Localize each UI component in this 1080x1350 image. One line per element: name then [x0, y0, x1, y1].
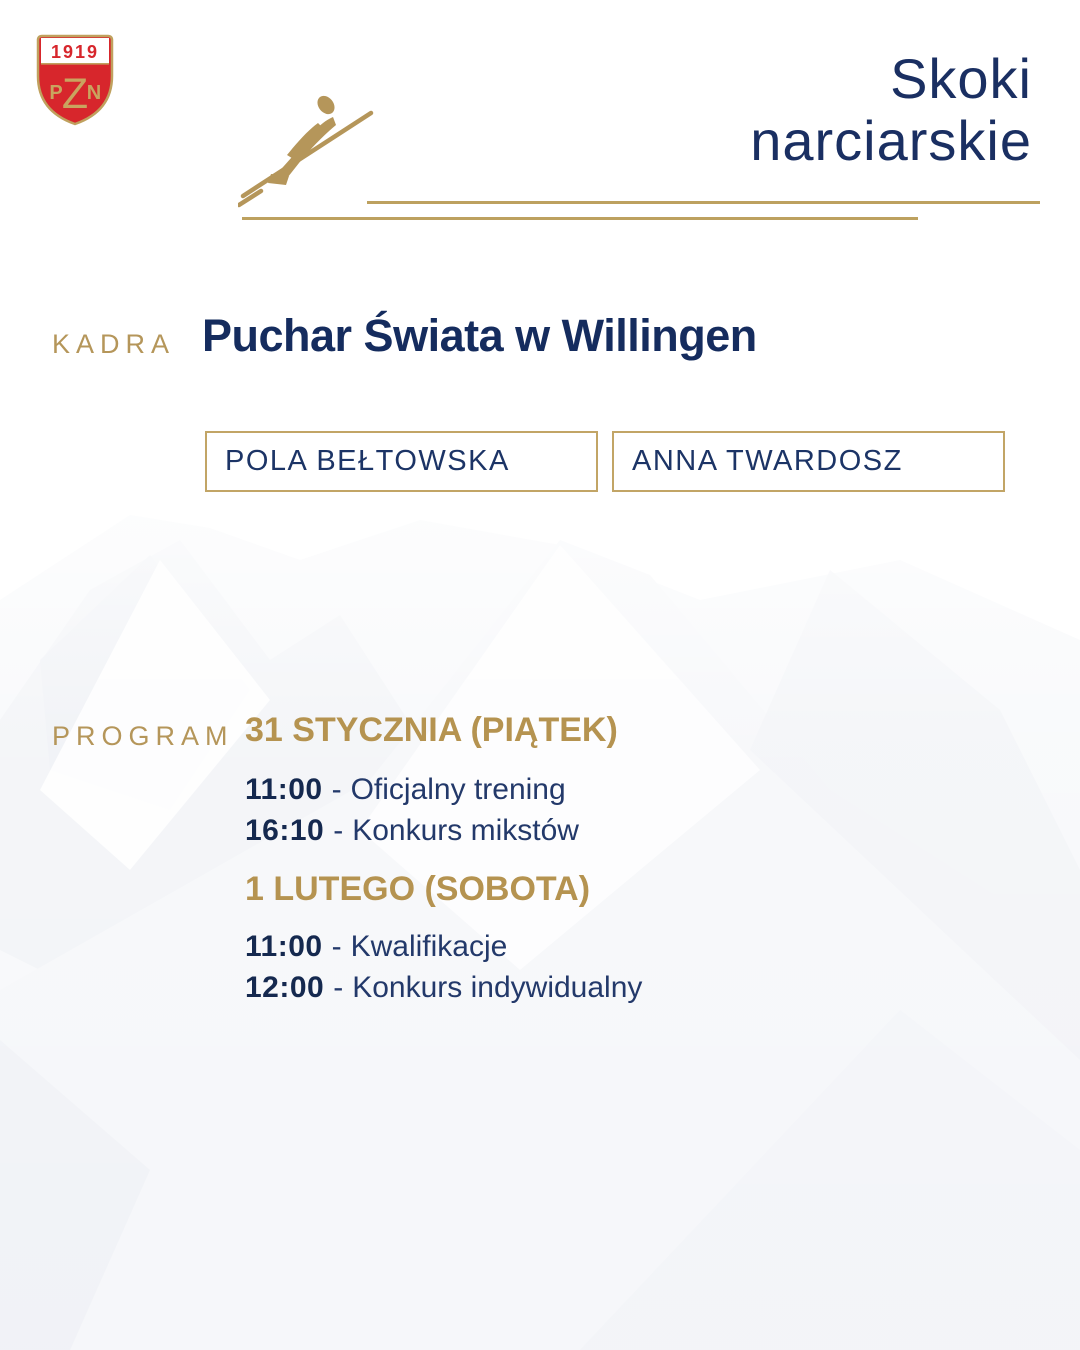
kadra-label: KADRA: [52, 329, 176, 359]
schedule-row: [245, 769, 579, 810]
ski-jumper-icon: [238, 90, 380, 210]
athlete-box-2: [612, 431, 1005, 492]
event-title: Puchar Świata w Willingen: [202, 310, 757, 361]
day-heading-2: 1 LUTEGO (SOBOTA): [245, 870, 591, 908]
event-time: 12:00: [245, 971, 325, 1004]
event-time: 16:10: [245, 814, 325, 847]
event-name: Konkurs mikstów: [352, 814, 579, 847]
event-name: Konkurs indywidualny: [352, 971, 643, 1004]
athlete-name: POLA BEŁTOWSKA: [225, 445, 510, 477]
header-rule-top: [367, 201, 1040, 204]
page-title: [472, 48, 1032, 172]
event-time: 11:00: [245, 930, 323, 963]
page-title-line1: Skoki: [890, 47, 1032, 110]
separator: -: [331, 773, 342, 806]
page-title-line2: narciarskie: [750, 109, 1032, 172]
separator: -: [333, 971, 344, 1004]
athlete-name: ANNA TWARDOSZ: [632, 445, 903, 477]
day-events-1: [245, 769, 579, 851]
separator: -: [331, 930, 342, 963]
logo-year: 1919: [50, 42, 100, 62]
pzn-shield-logo: [36, 34, 114, 126]
header-rule-bottom: [242, 217, 918, 220]
athlete-box-1: [205, 431, 598, 492]
event-name: Kwalifikacje: [350, 930, 508, 963]
schedule-row: [245, 810, 579, 851]
day-events-2: [245, 926, 642, 1008]
event-time: 11:00: [245, 773, 323, 806]
logo-letter-n: N: [86, 82, 102, 104]
day-heading-1: 31 STYCZNIA (PIĄTEK): [245, 711, 618, 749]
program-label: PROGRAM: [52, 721, 234, 751]
logo-letter-z: Z: [61, 70, 89, 118]
schedule-row: [245, 967, 642, 1008]
separator: -: [333, 814, 344, 847]
event-name: Oficjalny trening: [350, 773, 566, 806]
schedule-row: [245, 926, 642, 967]
logo-letter-p: P: [49, 82, 63, 104]
